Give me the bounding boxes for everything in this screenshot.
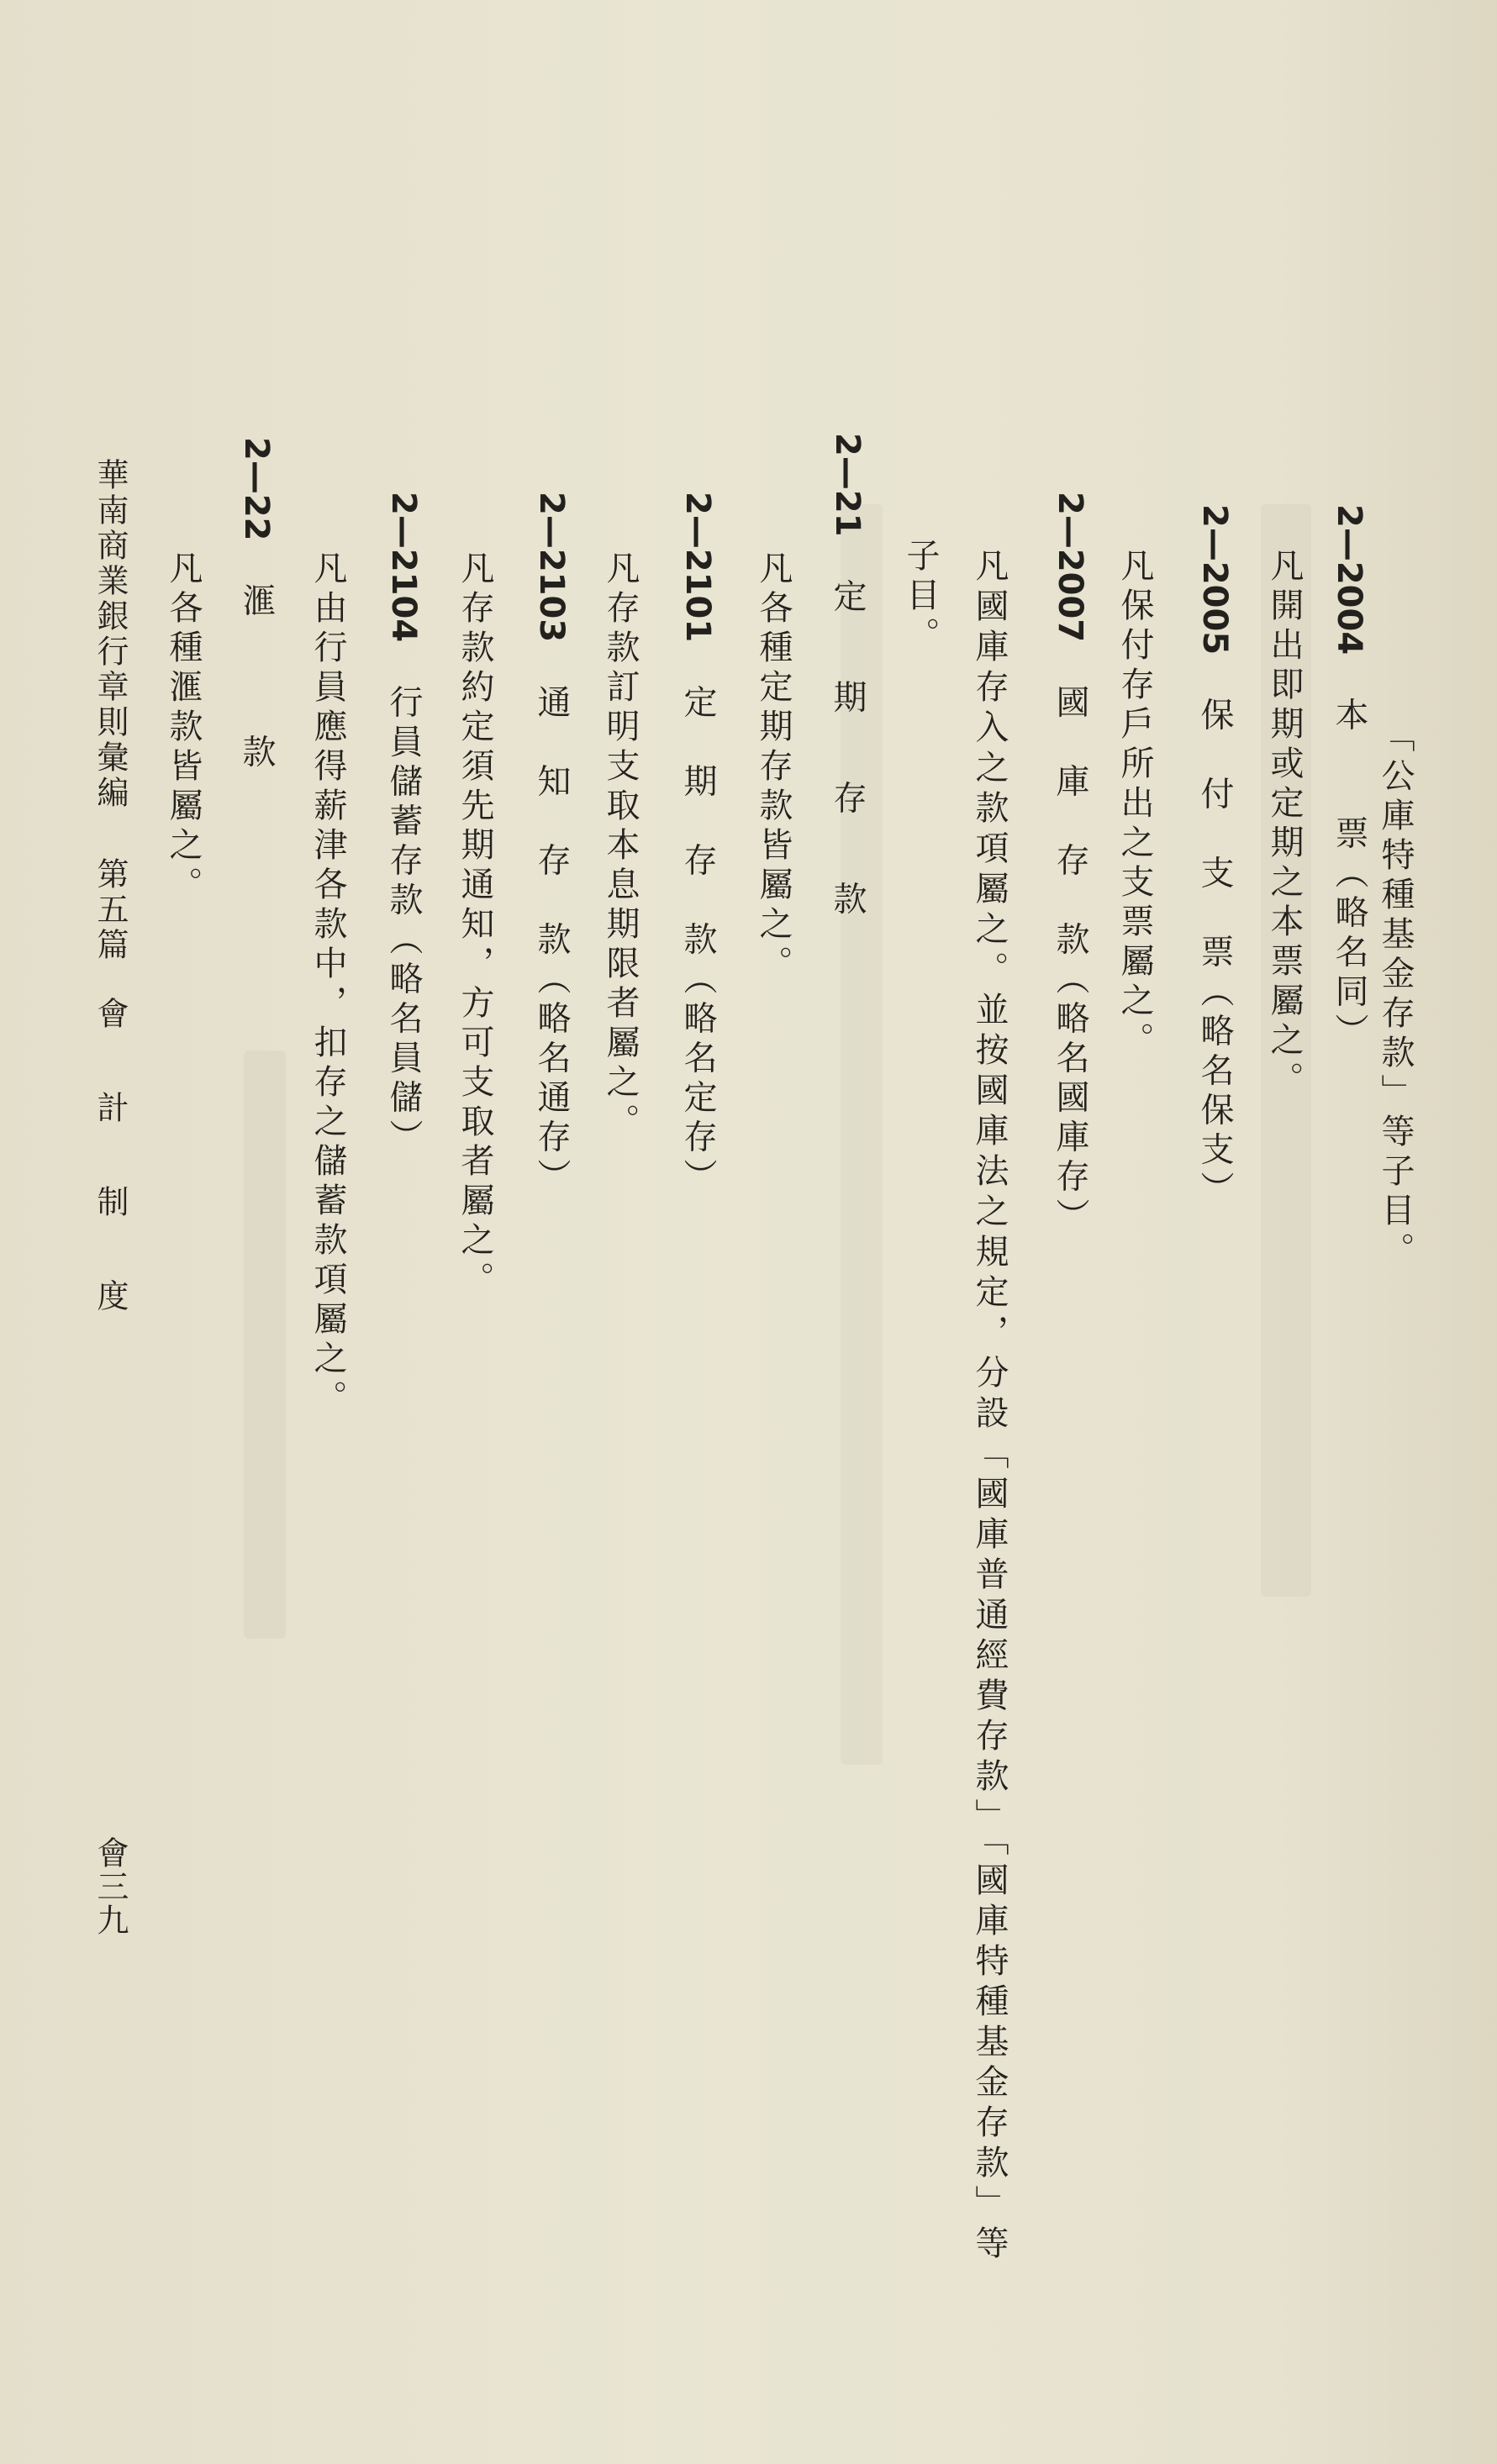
entry-title: 定 期 存 款（略名定存） <box>678 684 717 1198</box>
entry-2005-heading <box>1195 504 1234 1211</box>
entry-title: 通 知 存 款（略名通存） <box>532 684 571 1198</box>
entry-code: 2—2005 <box>1195 504 1234 655</box>
entry-2104-body: 凡由行員應得薪津各款中，扣存之儲蓄款項屬之。 <box>308 550 347 1419</box>
entry-2007-body-line1: 凡國庫存入之款項屬之。並按國庫法之規定，分設「國庫普通經費存款」「國庫特種基金存款」等 <box>970 548 1009 2266</box>
entry-2004-body: 凡開出即期或定期之本票屬之。 <box>1265 548 1304 1101</box>
entry-2007-heading <box>1053 492 1087 1237</box>
entry-code: 2—21 <box>828 433 867 537</box>
entry-2103-heading <box>532 492 571 1198</box>
entry-2101-heading <box>678 492 717 1198</box>
entry-title: 滙 款 <box>237 582 276 785</box>
entry-code: 2—2101 <box>678 492 717 643</box>
entry-21-heading <box>828 433 867 932</box>
entry-title: 行員儲蓄存款（略名員儲） <box>384 684 423 1159</box>
entry-title: 定 期 存 款 <box>828 578 867 932</box>
continuation-line: 「公庫特種基金存款」等子目。 <box>1376 719 1415 1271</box>
section-label: 會 計 制 度 <box>92 997 129 1326</box>
entry-2104-heading <box>384 492 423 1159</box>
entry-code: 2—22 <box>237 437 276 541</box>
entry-title: 本 票（略名同） <box>1330 697 1368 1053</box>
entry-2101-body: 凡存款訂明支取本息期限者屬之。 <box>601 550 640 1143</box>
entry-title: 保 付 支 票（略名保支） <box>1195 697 1234 1211</box>
entry-22-heading <box>237 437 276 785</box>
entry-code: 2—2104 <box>384 492 423 643</box>
entry-title: 國 庫 存 款（略名國庫存） <box>1051 684 1089 1238</box>
part-label: 第五篇 <box>92 857 129 963</box>
entry-2007-body-line2: 子目。 <box>901 538 940 656</box>
book-title: 華南商業銀行章則彙編 <box>92 458 129 811</box>
entry-code: 2—2103 <box>532 492 571 643</box>
entry-21-body: 凡各種定期存款皆屬之。 <box>754 550 793 985</box>
bleed-through-mark <box>244 1050 286 1639</box>
footer-running-title <box>92 458 129 1326</box>
entry-2103-body: 凡存款約定須先期通知，方可支取者屬之。 <box>456 550 494 1301</box>
entry-code: 2—2004 <box>1330 504 1368 655</box>
page-number: 會三九 <box>92 1836 129 1937</box>
entry-2004-heading <box>1332 504 1366 1052</box>
entry-2005-body: 凡保付存戶所出之支票屬之。 <box>1115 548 1154 1061</box>
entry-22-body: 凡各種滙款皆屬之。 <box>164 550 203 906</box>
entry-code: 2—2007 <box>1051 492 1089 643</box>
